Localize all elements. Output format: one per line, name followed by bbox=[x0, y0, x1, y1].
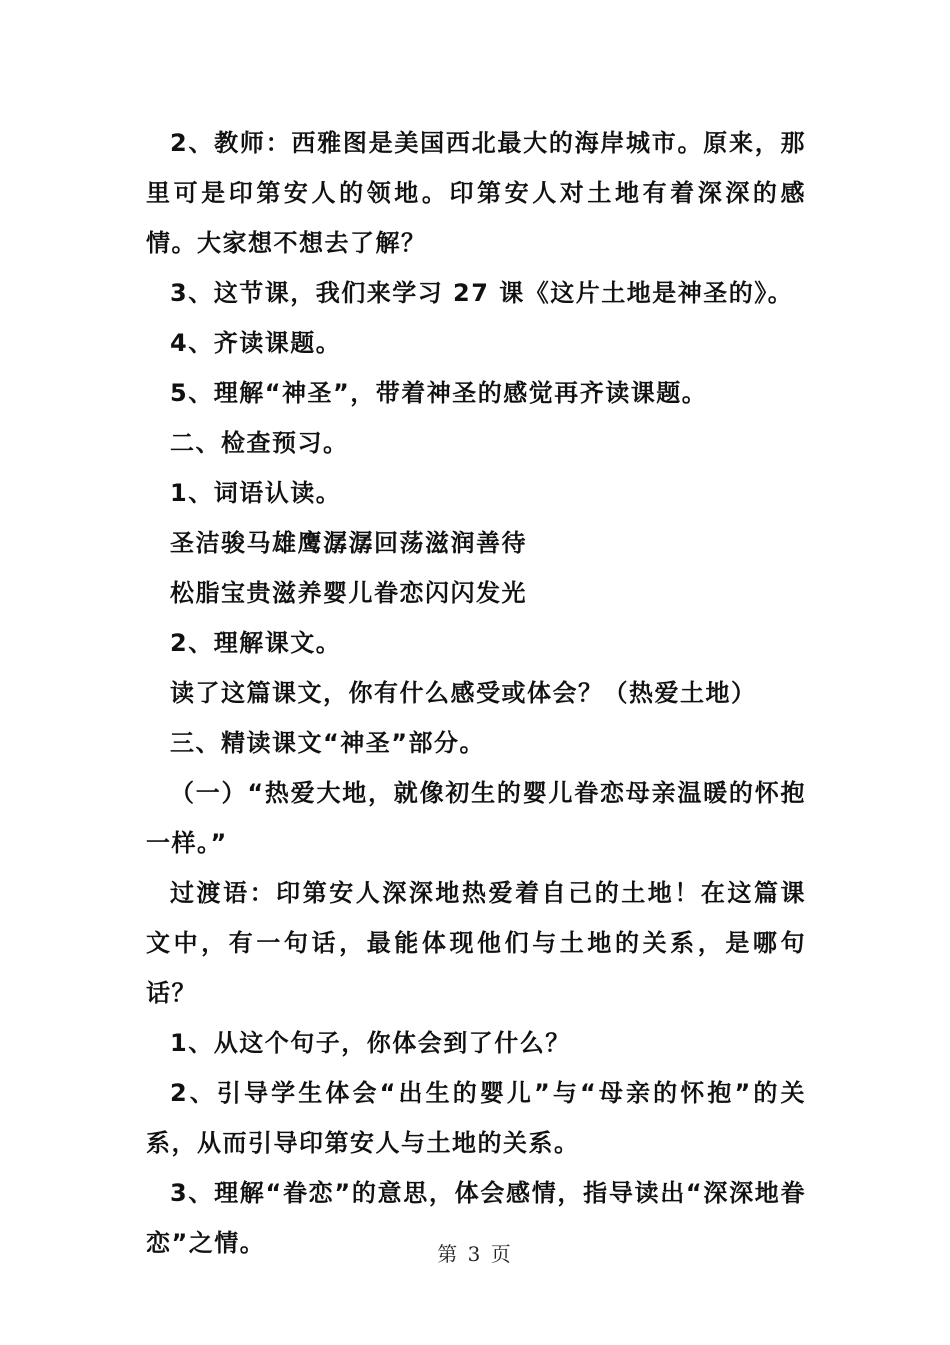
paragraph: 4、齐读课题。 bbox=[170, 329, 342, 357]
word-list: 圣洁骏马雄鹰潺潺回荡滋润善待 bbox=[170, 529, 527, 557]
page-number: 第 3 页 bbox=[437, 1242, 513, 1266]
paragraph: 1、词语认读。 bbox=[170, 479, 342, 507]
paragraph: 1、从这个句子，你体会到了什么？ bbox=[170, 1029, 571, 1057]
paragraph: 3、理解“眷恋”的意思，体会感情，指导读出“深深地眷恋”之情。 bbox=[146, 1179, 806, 1257]
paragraph: 3、这节课，我们来学习 27 课《这片土地是神圣的》。 bbox=[170, 279, 794, 307]
paragraph: 5、理解“神圣”，带着神圣的感觉再齐读课题。 bbox=[170, 379, 708, 407]
paragraph: 读了这篇课文，你有什么感受或体会？（热爱土地） bbox=[170, 679, 757, 707]
section-heading: 三、精读课文“神圣”部分。 bbox=[170, 729, 486, 757]
paragraph: 2、教师：西雅图是美国西北最大的海岸城市。原来，那里可是印第安人的领地。印第安人对土地有着深深的感情。大家想不想去了解？ bbox=[146, 129, 806, 257]
quote-paragraph: （一）“热爱大地，就像初生的婴儿眷恋母亲温暖的怀抱一样。” bbox=[146, 779, 806, 857]
section-heading: 二、检查预习。 bbox=[170, 429, 349, 457]
paragraph: 2、理解课文。 bbox=[170, 629, 342, 657]
document-body bbox=[146, 118, 806, 1268]
word-list: 松脂宝贵滋养婴儿眷恋闪闪发光 bbox=[170, 579, 527, 607]
paragraph: 过渡语：印第安人深深地热爱着自己的土地！在这篇课文中，有一句话，最能体现他们与土地的关系，是哪句话？ bbox=[146, 879, 806, 1007]
paragraph: 2、引导学生体会“出生的婴儿”与“母亲的怀抱”的关系，从而引导印第安人与土地的关系。 bbox=[146, 1079, 806, 1157]
